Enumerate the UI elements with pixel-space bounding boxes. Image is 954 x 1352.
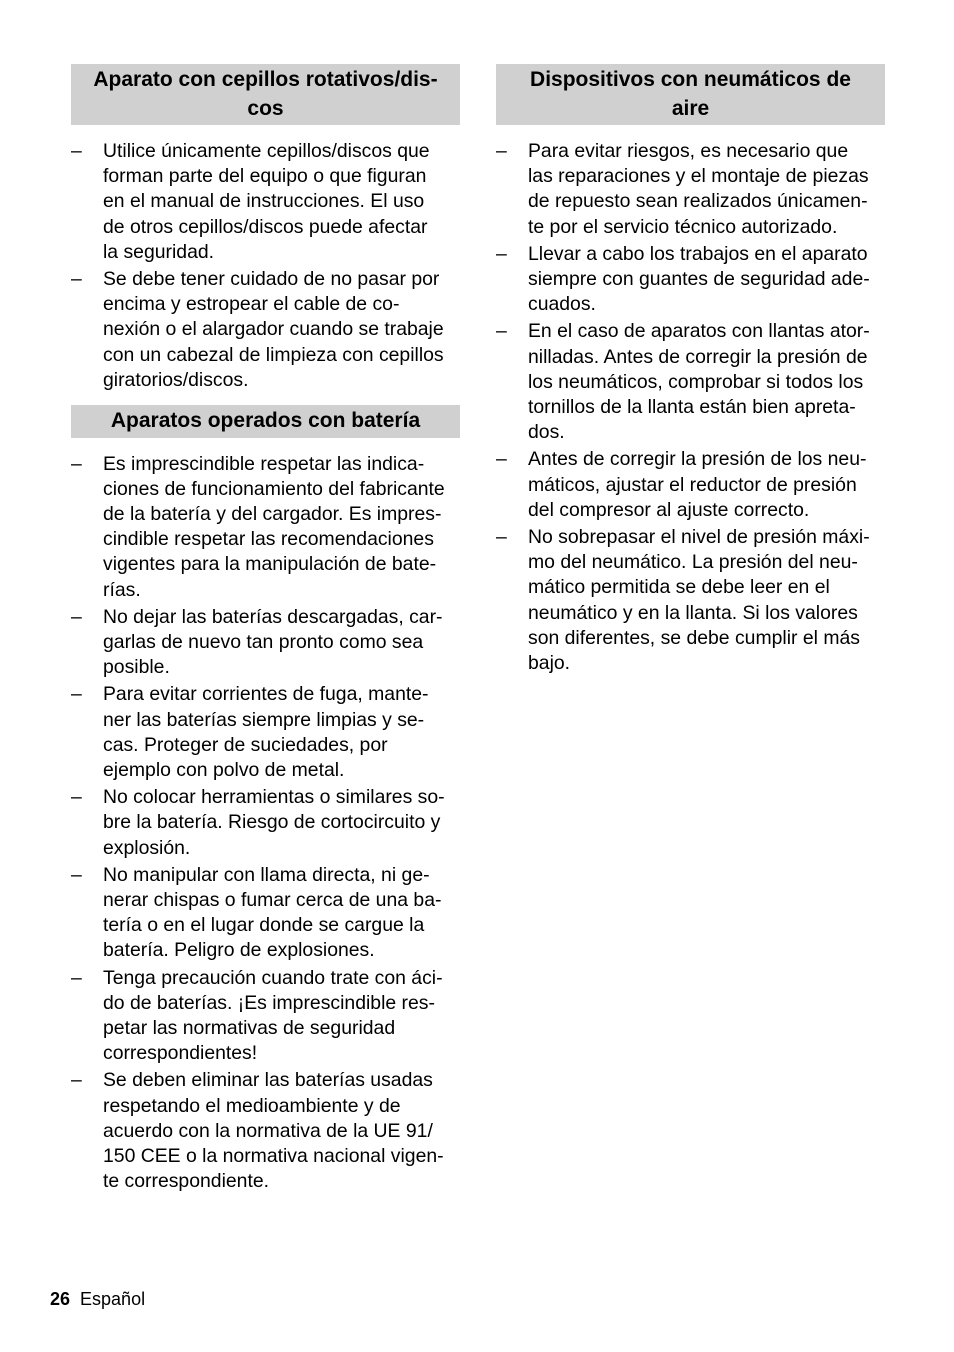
list-item-text: Se deben eliminar las baterías usadas respetando el medioambiente y de acuerdo con la normativa de la UE 91/ 150 CEE o la normativa nacional vigen- te correspondiente. <box>103 1069 444 1193</box>
list-item-text: Para evitar riesgos, es necesario que las reparaciones y el montaje de piezas de repuesto sean realizados únicamen- te por el servicio técnico autorizado. <box>528 140 869 238</box>
dash-bullet: – <box>71 1069 82 1092</box>
list-item <box>496 319 885 445</box>
section-battery-devices <box>71 405 460 1194</box>
list-item <box>71 785 460 861</box>
dash-bullet: – <box>496 140 507 162</box>
bullet-list <box>71 139 460 393</box>
list-item-text: No manipular con llama directa, ni ge- nerar chispas o fumar cerca de una ba- tería o en el lugar donde se cargue la batería. Peligro de explosiones. <box>103 863 442 962</box>
dash-bullet: – <box>496 448 507 471</box>
list-item <box>496 242 885 318</box>
list-item-text: Tenga precaución cuando trate con áci- do de baterías. ¡Es imprescindible res- petar las normativas de seguridad correspondientes! <box>103 966 443 1065</box>
section-rotary-brushes <box>71 64 460 393</box>
dash-bullet: – <box>71 863 82 886</box>
section-heading-text: Aparatos operados con batería <box>110 409 421 433</box>
section-heading <box>496 64 885 125</box>
section-heading <box>71 64 460 125</box>
dash-bullet: – <box>496 242 507 265</box>
page-footer <box>50 1289 145 1310</box>
dash-bullet: – <box>71 605 82 628</box>
dash-bullet: – <box>71 268 82 291</box>
list-item-text: No dejar las baterías descargadas, car- garlas de nuevo tan pronto como sea posible. <box>103 605 443 679</box>
dash-bullet: – <box>496 526 507 549</box>
section-heading <box>71 405 460 438</box>
dash-bullet: – <box>71 140 82 162</box>
list-item <box>71 682 460 783</box>
list-item <box>71 1068 460 1194</box>
list-item <box>71 605 460 681</box>
list-item-text: Antes de corregir la presión de los neu- máticos, ajustar el reductor de presión del compresor al ajuste correcto. <box>528 448 867 521</box>
list-item-text: Es imprescindible respetar las indica- ciones de funcionamiento del fabricante de la batería y del cargador. Es impres- cindible respetar las recomendaciones vigentes para la manipulación de bate- rías. <box>103 452 445 601</box>
list-item-text: Utilice únicamente cepillos/discos que forman parte del equipo o que figuran en el manual de instrucciones. El uso de otros cepillos/discos puede afectar la seguridad. <box>103 140 430 263</box>
right-column <box>496 64 885 678</box>
bullet-list <box>496 139 885 676</box>
section-heading-text: Aparato con cepillos rotativos/dis- cos <box>93 68 438 120</box>
list-item <box>496 139 885 240</box>
page-number: 26 <box>50 1289 71 1309</box>
dash-bullet: – <box>496 320 507 343</box>
list-item-text: Se debe tener cuidado de no pasar por encima y estropear el cable de co- nexión o el alargador cuando se trabaje con un cabezal de limpieza con cepillos giratorios/discos. <box>103 268 444 391</box>
list-item <box>496 525 885 676</box>
list-item <box>71 966 460 1067</box>
list-item <box>71 267 460 393</box>
dash-bullet: – <box>71 966 82 989</box>
footer-language: Español <box>80 1289 146 1309</box>
list-item-text: No colocar herramientas o similares so- bre la batería. Riesgo de cortocircuito y explosión. <box>103 786 445 859</box>
list-item <box>496 447 885 523</box>
dash-bullet: – <box>71 786 82 809</box>
list-item <box>71 139 460 265</box>
bullet-list <box>71 452 460 1195</box>
left-column <box>71 64 460 1196</box>
list-item-text: Llevar a cabo los trabajos en el aparato siempre con guantes de seguridad ade- cuados. <box>528 242 870 316</box>
list-item-text: En el caso de aparatos con llantas ator- nilladas. Antes de corregir la presión de los neumáticos, comprobar si todos los tornillos de la llanta están bien apreta- dos. <box>528 320 870 444</box>
section-pneumatic-tyres <box>496 64 885 676</box>
section-heading-text: Dispositivos con neumáticos de aire <box>530 68 851 120</box>
list-item <box>71 863 460 964</box>
dash-bullet: – <box>71 452 82 475</box>
list-item-text: Para evitar corrientes de fuga, mante- ner las baterías siempre limpias y se- cas. Proteger de suciedades, por ejemplo con polvo de metal. <box>103 683 429 781</box>
dash-bullet: – <box>71 683 82 706</box>
list-item <box>71 452 460 603</box>
list-item-text: No sobrepasar el nivel de presión máxi- mo del neumático. La presión del neu- mático permitida se debe leer en el neumático y en la llanta. Si los valores son diferentes, se debe cumplir el más bajo. <box>528 526 870 675</box>
